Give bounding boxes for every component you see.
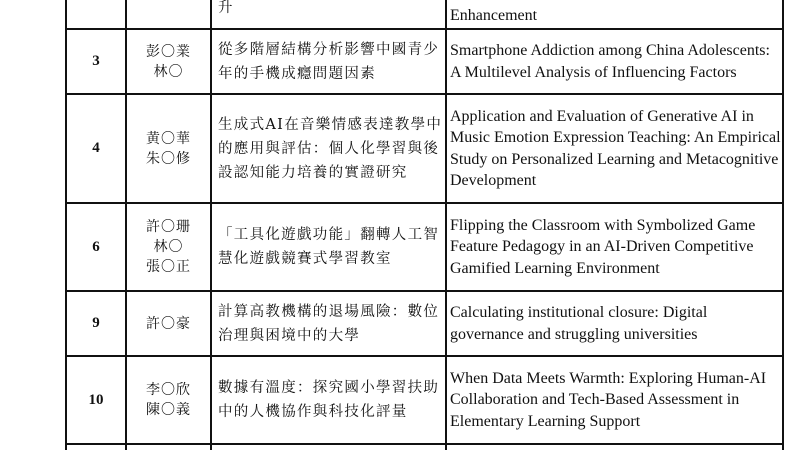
english-title: When Data Meets Warmth: Exploring Human-AI Collaboration and Tech-Based Assessment in Elementary Learning Support (446, 356, 783, 444)
author-name: 李〇欣 (146, 382, 191, 398)
author-name: 朱〇修 (146, 150, 191, 167)
authors-cell (126, 356, 211, 444)
row-number (66, 0, 126, 29)
chinese-title: 數據有溫度：探究國小學習扶助中的人機協作與科技化評量 (211, 356, 446, 444)
chinese-title: 從多階層結構分析影響中國青少年的手機成癮問題因素 (211, 29, 446, 94)
author-name: 黄〇華 (146, 130, 191, 147)
table-row (66, 291, 783, 356)
table-row (66, 203, 783, 291)
table-row (66, 94, 783, 203)
chinese-title: 生成式AI在音樂情感表達教學中的應用與評估：個人化學習與後設認知能力培養的實證研究 (211, 94, 446, 203)
authors-cell (126, 29, 211, 94)
table-row (66, 0, 783, 29)
row-number: 4 (66, 94, 126, 203)
table-row (66, 356, 783, 444)
authors-cell (126, 444, 211, 450)
papers-table (65, 0, 784, 450)
row-number: 9 (66, 291, 126, 356)
table-row (66, 444, 783, 450)
authors-cell (126, 203, 211, 291)
authors-cell (126, 291, 211, 356)
author-name: 彭〇業 (146, 43, 191, 60)
row-number: 6 (66, 203, 126, 291)
author-name: 許〇珊 (146, 219, 191, 235)
english-title (446, 444, 783, 450)
english-title: Smartphone Addiction among China Adolescents: A Multilevel Analysis of Influencing Factors (446, 29, 783, 94)
english-title: Flipping the Classroom with Symbolized Game Feature Pedagogy in an AI-Driven Competitive Gamified Learning Environment (446, 203, 783, 291)
author-name: 許〇豪 (146, 315, 191, 332)
chinese-title: 「工具化遊戲功能」翻轉人工智慧化遊戲競賽式學習教室 (211, 203, 446, 291)
english-title: Application and Evaluation of Generative AI in Music Emotion Expression Teaching: An Empirical Study on Personalized Learning and Metacognitive Development (446, 94, 783, 203)
author-name: 陳〇義 (146, 402, 191, 418)
row-number: 3 (66, 29, 126, 94)
author-name: 林〇 (153, 63, 184, 80)
english-title: Calculating institutional closure: Digital governance and struggling universities (446, 291, 783, 356)
english-title: Enhancement (446, 0, 783, 29)
row-number: 10 (66, 356, 126, 444)
table-row (66, 29, 783, 94)
author-name: 林〇 (153, 239, 184, 255)
chinese-title: 升 (211, 0, 446, 29)
chinese-title: 計算高教機構的退場風險：數位治理與困境中的大學 (211, 291, 446, 356)
authors-cell (126, 94, 211, 203)
chinese-title (211, 444, 446, 450)
authors-cell (126, 0, 211, 29)
author-name: 張〇正 (146, 259, 191, 275)
row-number (66, 444, 126, 450)
